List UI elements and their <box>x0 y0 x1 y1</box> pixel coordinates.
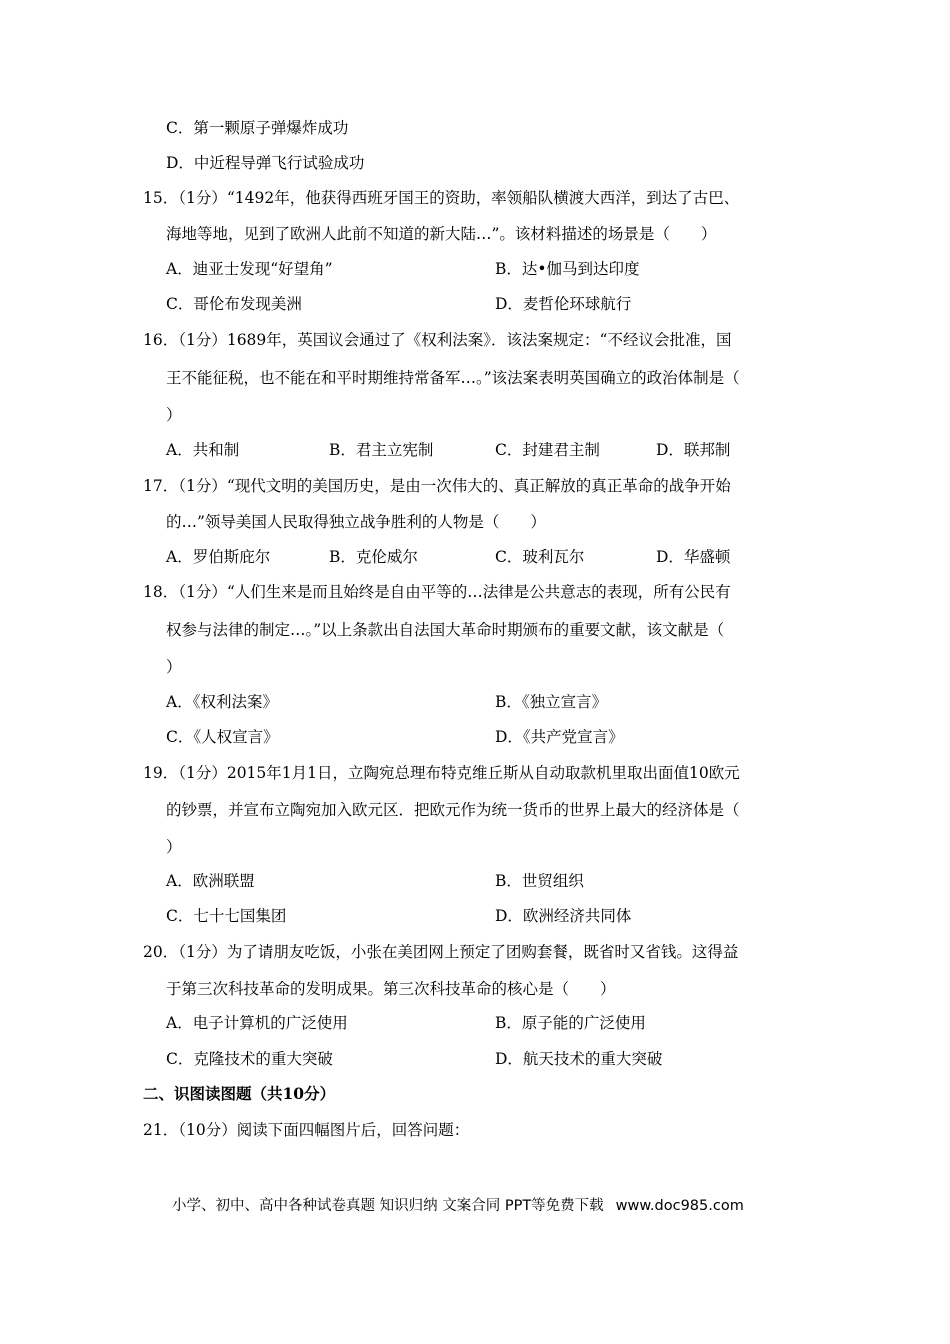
option-b: B．世贸组织 <box>495 872 584 890</box>
option-b: B．克伦威尔 <box>329 548 418 566</box>
option-b: B．《独立宣言》 <box>495 693 608 711</box>
question-stem-line: 权参与法律的制定…。”以上条款出自法国大革命时期颁布的重要文献，该文献是（ <box>166 621 725 639</box>
option-c: C．哥伦布发现美洲 <box>166 295 302 313</box>
page-footer <box>172 1196 744 1216</box>
section-title: 二、识图读图题（共10分） <box>143 1084 336 1103</box>
option-c: C．《人权宣言》 <box>166 728 279 746</box>
question-stem-line: ） <box>166 658 182 676</box>
question-stem-line: 17．（1分）“现代文明的美国历史，是由一次伟大的、真正解放的真正革命的战争开始 <box>143 477 731 495</box>
question-stem-line: 的…”领导美国人民取得独立战争胜利的人物是（ ） <box>166 513 546 531</box>
footer-text: 小学、初中、高中各种试卷真题 知识归纳 文案合同 PPT等免费下载 <box>172 1198 604 1214</box>
option-a: A．欧洲联盟 <box>166 872 255 890</box>
q14-option-d: D．中近程导弹飞行试验成功 <box>166 154 365 172</box>
footer-url: www.doc985.com <box>615 1198 744 1214</box>
option-a: A．迪亚士发现“好望角” <box>166 260 333 278</box>
question-stem-line: ） <box>166 406 182 424</box>
question-stem-line: 16．（1分）1689年，英国议会通过了《权利法案》．该法案规定：“不经议会批准，国 <box>143 331 732 349</box>
option-d: D．《共产党宣言》 <box>495 728 624 746</box>
option-a: A．罗伯斯庇尔 <box>166 548 271 566</box>
question-stem-line: 的钞票，并宣布立陶宛加入欧元区．把欧元作为统一货币的世界上最大的经济体是（ <box>166 801 740 819</box>
question-stem-line: 18．（1分）“人们生来是而且始终是自由平等的…法律是公共意志的表现，所有公民有 <box>143 583 731 601</box>
option-c: C．封建君主制 <box>495 441 600 459</box>
question-stem-line: 王不能征税，也不能在和平时期维持常备军…。”该法案表明英国确立的政治体制是（ <box>166 369 740 387</box>
option-a: A．《权利法案》 <box>166 693 278 711</box>
option-c: C．玻利瓦尔 <box>495 548 585 566</box>
question-21-stem: 21．（10分）阅读下面四幅图片后，回答问题： <box>143 1121 470 1139</box>
option-d: D．华盛顿 <box>656 548 731 566</box>
option-d: D．联邦制 <box>656 441 731 459</box>
option-c: C．七十七国集团 <box>166 907 287 925</box>
option-c: C．克隆技术的重大突破 <box>166 1050 333 1068</box>
question-stem-line: 海地等地，见到了欧洲人此前不知道的新大陆…”。该材料描述的场景是（ ） <box>166 225 717 243</box>
q14-option-c: C．第一颗原子弹爆炸成功 <box>166 119 349 137</box>
question-stem-line: 19．（1分）2015年1月1日，立陶宛总理布特克维丘斯从自动取款机里取出面值10欧元 <box>143 764 740 782</box>
question-stem-line: ） <box>166 838 182 856</box>
option-b: B．君主立宪制 <box>329 441 434 459</box>
option-b: B．原子能的广泛使用 <box>495 1014 646 1032</box>
option-d: D．欧洲经济共同体 <box>495 907 632 925</box>
option-d: D．航天技术的重大突破 <box>495 1050 663 1068</box>
option-a: A．共和制 <box>166 441 240 459</box>
option-b: B．达•伽马到达印度 <box>495 260 640 278</box>
option-d: D．麦哲伦环球航行 <box>495 295 632 313</box>
question-stem-line: 15．（1分）“1492年，他获得西班牙国王的资助，率领船队横渡大西洋，到达了古巴、 <box>143 189 740 207</box>
option-a: A．电子计算机的广泛使用 <box>166 1014 348 1032</box>
question-stem-line: 20．（1分）为了请朋友吃饭，小张在美团网上预定了团购套餐，既省时又省钱。这得益 <box>143 943 739 961</box>
question-stem-line: 于第三次科技革命的发明成果。第三次科技革命的核心是（ ） <box>166 980 616 998</box>
